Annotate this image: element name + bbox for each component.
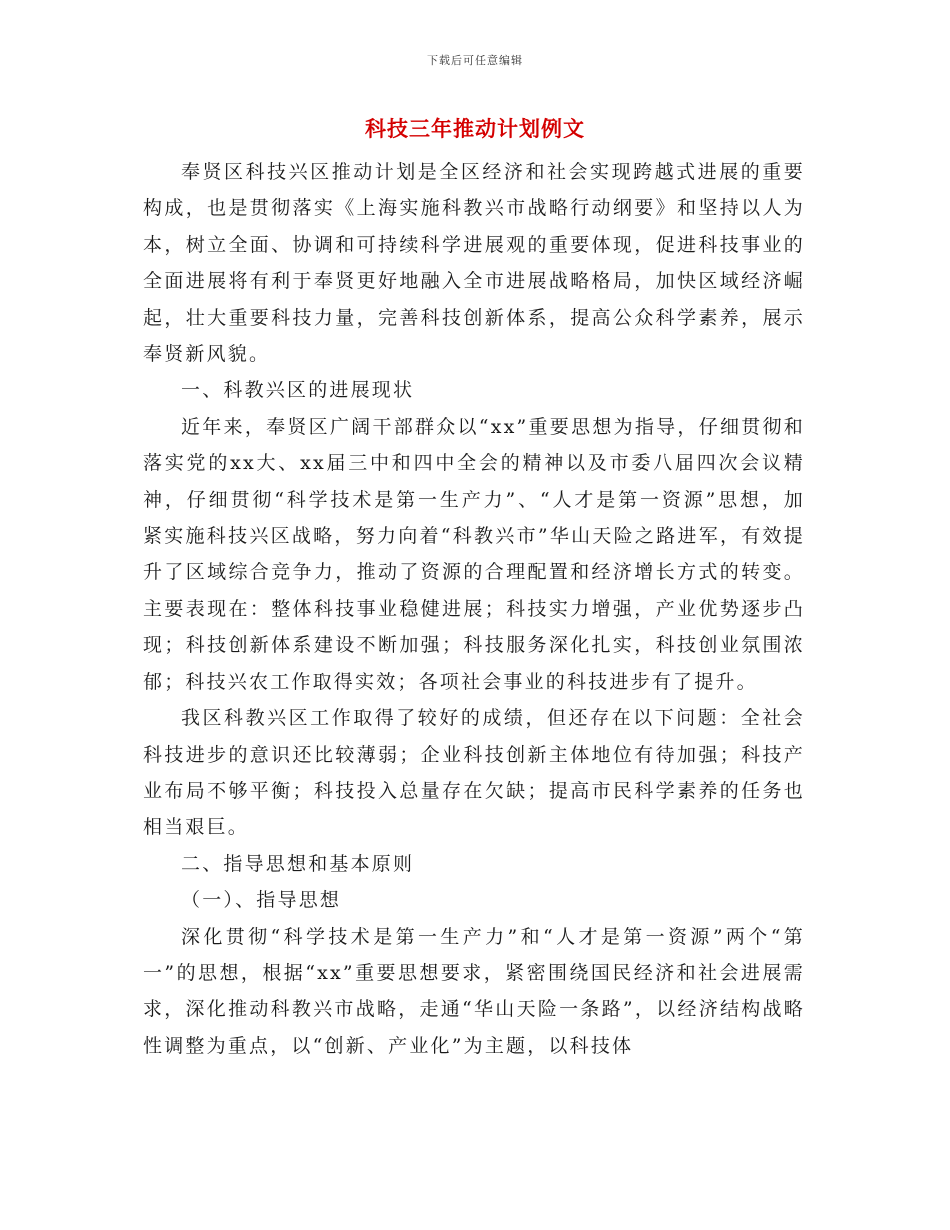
document-title: 科技三年推动计划例文 — [365, 116, 585, 141]
paragraph-problems: 我区科教兴区工作取得了较好的成绩，但还存在以下问题：全社会科技进步的意识还比较薄弱；企业科技创新主体地位有待加强；科技产业布局不够平衡；科技投入总量存在欠缺；提高市民科学素养的任务也相当艰巨。 — [143, 707, 805, 839]
paragraph-guiding-thought: 深化贯彻“科学技术是第一生产力”和“人才是第一资源”两个“第一”的思想，根据“xx”重要思想要求，紧密围绕国民经济和社会进展需求，深化推动科教兴市战略，走通“华山天险一条路”，以经济结构战略性调整为重点，以“创新、产业化”为主题，以科技体 — [143, 925, 805, 1057]
section-heading-1: 一、科教兴区的进展现状 — [181, 379, 415, 402]
paragraph-status: 近年来，奉贤区广阔干部群众以“xx”重要思想为指导，仔细贯彻和落实党的xx大、xx届三中和四中全会的精神以及市委八届四次会议精神，仔细贯彻“科学技术是第一生产力”、“人才是第一资源”思想，加紧实施科技兴区战略，努力向着“科教兴市”华山天险之路进军，有效提升了区域综合竞争力，推动了资源的合理配置和经济增长方式的转变。主要表现在：整体科技事业稳健进展；科技实力增强，产业优势逐步凸现；科技创新体系建设不断加强；科技服务深化扎实，科技创业氛围浓郁；科技兴农工作取得实效；各项社会事业的科技进步有了提升。 — [143, 415, 805, 693]
paragraph-intro: 奉贤区科技兴区推动计划是全区经济和社会实现跨越式进展的重要构成，也是贯彻落实《上海实施科教兴市战略行动纲要》和坚持以人为本，树立全面、协调和可持续科学进展观的重要体现，促进科技事业的全面进展将有利于奉贤更好地融入全市进展战略格局，加快区域经济崛起，壮大重要科技力量，完善科技创新体系，提高公众科学素养，展示奉贤新风貌。 — [143, 161, 805, 366]
document-body — [143, 154, 805, 1064]
section-heading-2: 二、指导思想和基本原则 — [181, 852, 415, 875]
subsection-heading-1: （一）、指导思想 — [181, 889, 342, 912]
page-header: 下载后可任意编辑 — [427, 54, 523, 67]
